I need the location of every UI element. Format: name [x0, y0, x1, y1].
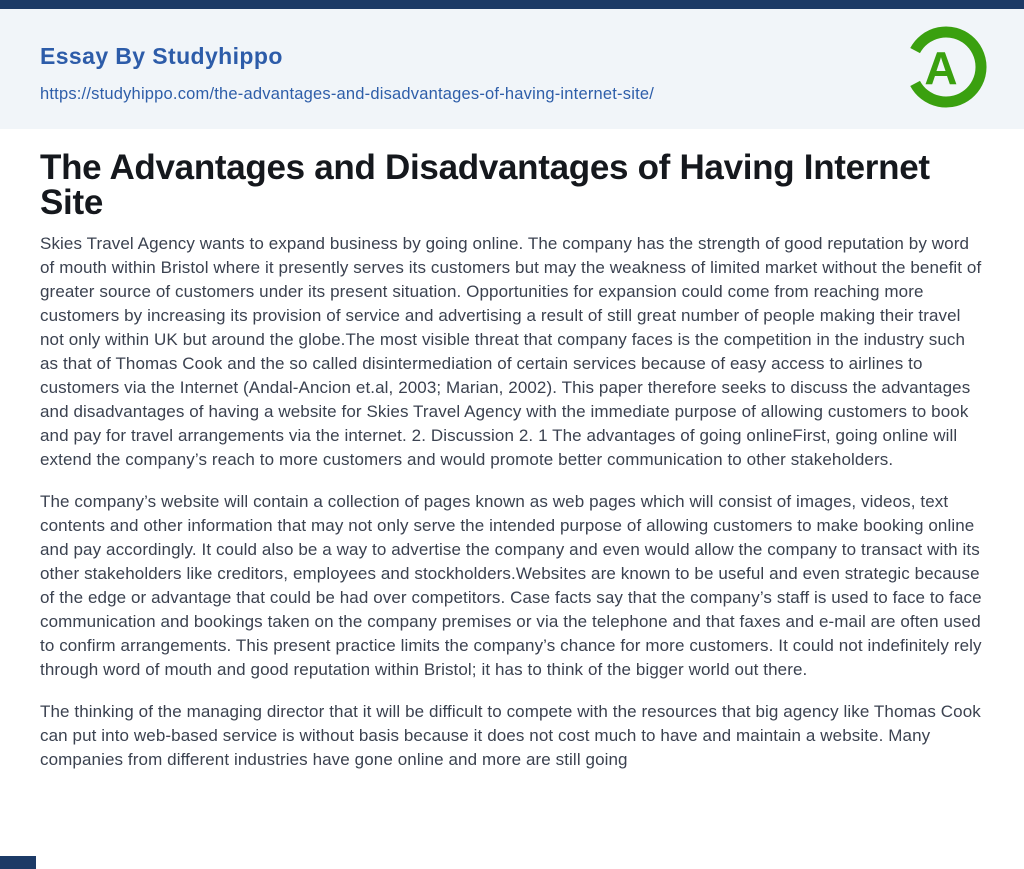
site-title: Essay By Studyhippo — [40, 43, 283, 69]
page-header — [0, 9, 1024, 129]
page-url-link[interactable]: https://studyhippo.com/the-advantages-and-disadvantages-of-having-internet-site/ — [40, 85, 655, 103]
logo-letter: A — [924, 42, 958, 94]
article-paragraph-3: The thinking of the managing director that it will be difficult to compete with the resources that big agency like Thomas Cook can put into web-based service is without basis because it does not cost much to have and maintain a website. Many companies from different industries have gone online and more are still going — [40, 702, 981, 769]
bottom-left-accent-mark — [0, 856, 36, 869]
article-paragraph-1: Skies Travel Agency wants to expand business by going online. The company has the strength of good reputation by word of mouth within Bristol where it presently serves its customers but may the weakness of limited market without the benefit of greater source of customers under its present situation. Opportunities for expansion could come from reaching more customers by increasing its provision of service and advertising a result of still great number of people making their travel not only within UK but around the globe.The most visible threat that company faces is the competition in the industry such as that of Thomas Cook and the so called disintermediation of certain services because of easy access to airlines to customers via the Internet (Andal-Ancion et.al, 2003; Marian, 2002). This paper therefore seeks to discuss the advantages and disadvantages of having a website for Skies Travel Agency with the immediate purpose of allowing customers to book and pay for travel arrangements via the internet. 2. Discussion 2. 1 The advantages of going onlineFirst, going online will extend the company’s reach to more customers and would promote better communication to other stakeholders. — [40, 234, 982, 469]
article-title: The Advantages and Disadvantages of Having Internet Site — [40, 148, 930, 222]
logo-arc-icon — [902, 23, 990, 111]
article-paragraph-2: The company’s website will contain a collection of pages known as web pages which will consist of images, videos, text contents and other information that may not only serve the intended purpose of allowing customers to make booking online and pay accordingly. It could also be a way to advertise the company and even would allow the company to transact with its other stakeholders like creditors, employees and stockholders.Websites are known to be useful and even strategic because of the edge or advantage that could be had over competitors. Case facts say that the company’s staff is used to face to face communication and bookings taken on the company premises or via the telephone and that faxes and e-mail are often used to confirm arrangements. This present practice limits the company’s chance for more customers. It could not indefinitely rely through word of mouth and good reputation within Bristol; it has to think of the bigger world out there. — [40, 492, 982, 679]
top-accent-bar — [0, 0, 1024, 9]
article-content — [0, 129, 1024, 772]
studyhippo-logo[interactable] — [902, 23, 990, 111]
article-body — [40, 232, 985, 772]
